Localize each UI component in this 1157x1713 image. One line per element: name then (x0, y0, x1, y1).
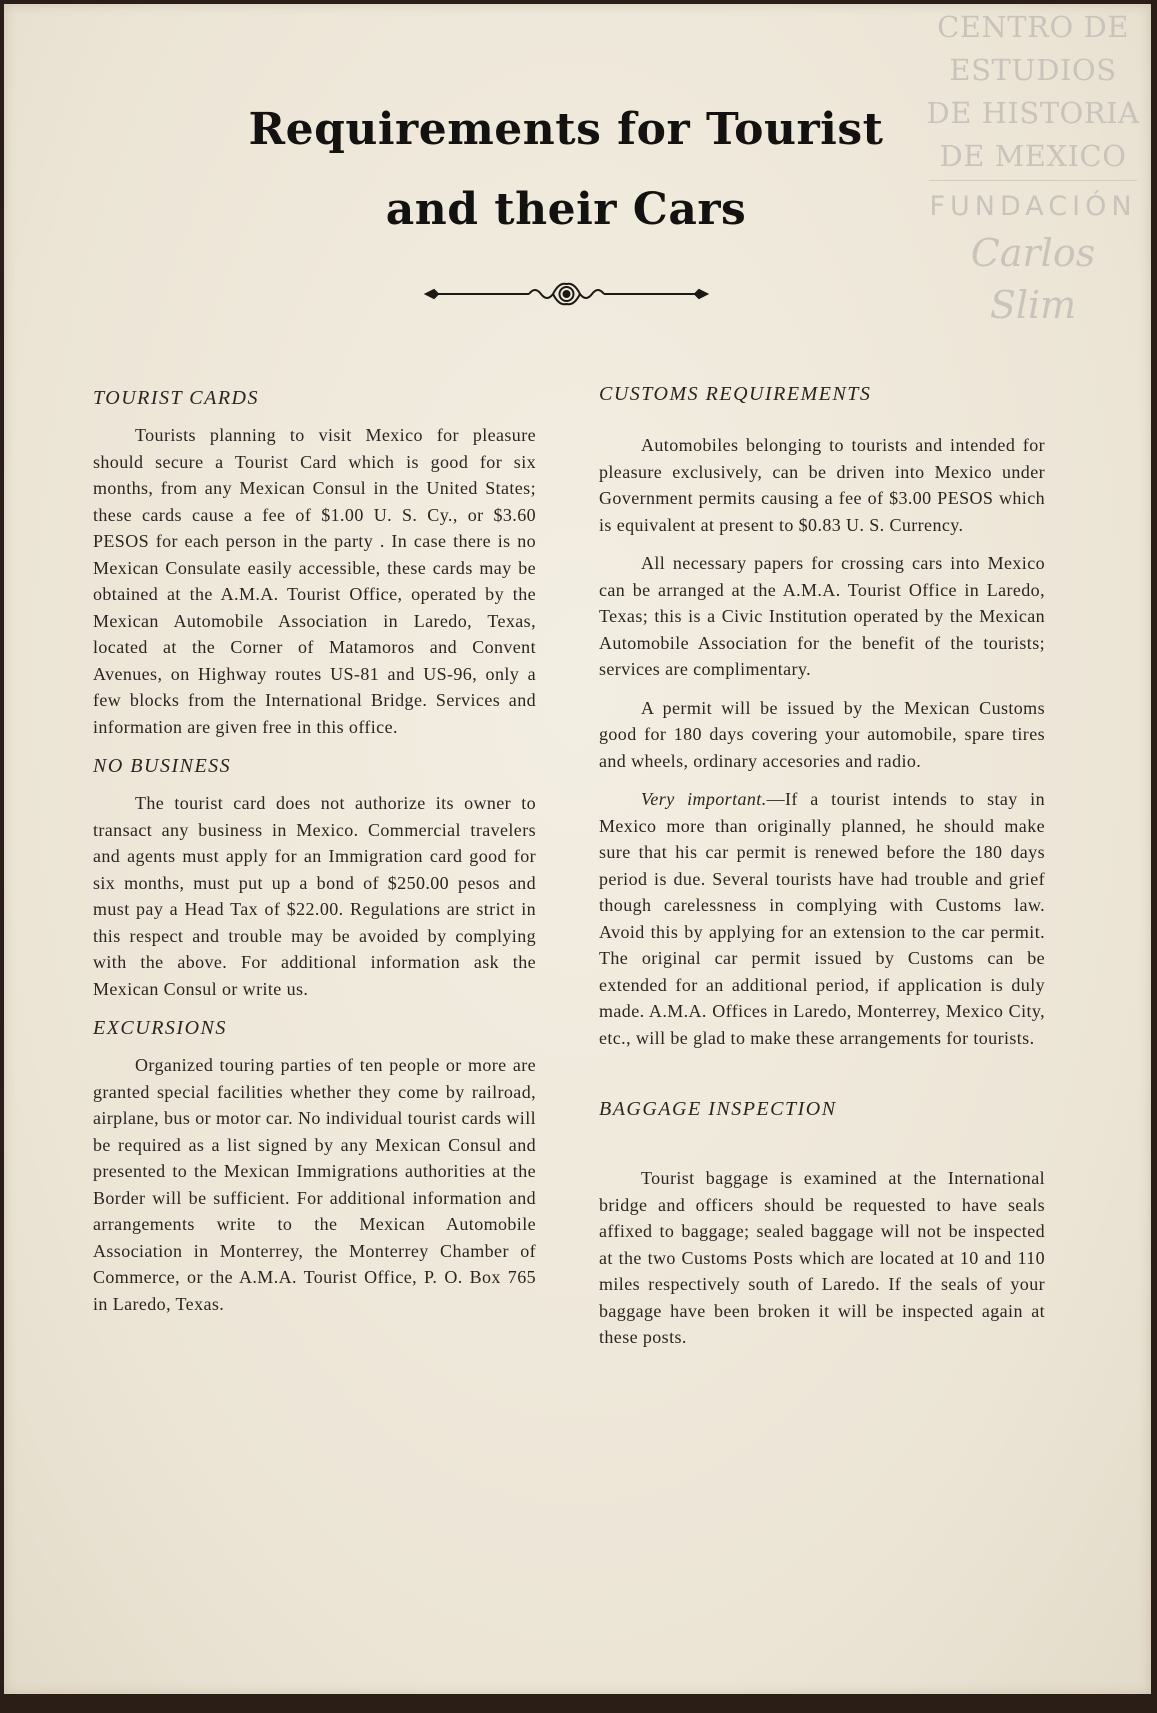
customs-paragraph-3: A permit will be issued by the Mexican Customs good for 180 days covering your automobile, spare tires and wheels, ordinary accesories and radio. (599, 697, 1045, 771)
watermark-foundation: FUNDACIÓN (929, 191, 1137, 222)
baggage-heading: BAGGAGE INSPECTION (599, 1098, 837, 1120)
watermark-line: CENTRO DE (937, 10, 1129, 44)
no-business-heading: NO BUSINESS (93, 755, 232, 777)
right-column (599, 380, 1045, 1363)
document-page (4, 4, 1151, 1694)
page-title (4, 90, 1128, 250)
very-important-text: —If a tourist intends to stay in Mexico more than originally planned, he should make sure that his car permit is renewed before the 180 days period is due. Several tourists have had trouble and grief though carelessness in complying with Customs law. Avoid this by applying for an extension to the car permit. The original car permit issued by Customs can be extended for an additional period, if application is duly made. A.M.A. Offices in Laredo, Monterrey, Mexico City, etc., will be glad to make these arrangements for tourists. (599, 789, 1045, 1048)
no-business-text: The tourist card does not authorize its owner to transact any business in Mexico. Commercial travelers and agents must apply for an Immigration card good for six months, must put up a bond of $250.00 pesos and must pay a Head Tax of $22.00. Regulations are strict in this respect and trouble may be avoided by complying with the above. For additional information ask the Mexican Consul or write us. (93, 793, 536, 999)
watermark-line: DE MEXICO (939, 139, 1127, 173)
watermark-line: ESTUDIOS (949, 53, 1117, 87)
very-important-lead: Very important. (641, 789, 767, 809)
ornament-divider-icon (424, 279, 709, 309)
watermark-signature: Carlos Slim (970, 231, 1096, 327)
tourist-cards-text: Tourists planning to visit Mexico for pleasure should secure a Tourist Card which is good for six months, from any Mexican Consul in the United States; these cards cause a fee of $1.00 U. S. Cy., or $3.60 PESOS for each person in the party . In case there is no Mexican Consulate easily accessible, these cards may be obtained at the A.M.A. Tourist Office, operated by the Mexican Automobile Association in Laredo, Texas, located at the Corner of Matamoros and Convent Avenues, on Highway routes US-81 and US-96, only a few blocks from the International Bridge. Services and information are given free in this office. (93, 425, 536, 737)
customs-heading: CUSTOMS REQUIREMENTS (599, 383, 872, 405)
title-line-1: Requirements for Tourist (248, 104, 884, 155)
title-line-2: and their Cars (385, 184, 747, 235)
tourist-cards-heading: TOURIST CARDS (93, 387, 260, 409)
customs-paragraph-1: Automobiles belonging to tourists and intended for pleasure exclusively, can be driven into Mexico under Government permits causing a fee of $3.00 PESOS which is equivalent at present to $0.83 U. S. Currency. (599, 435, 1045, 535)
left-column (93, 384, 536, 1329)
customs-paragraph-4 (599, 786, 1045, 1051)
watermark-line: DE HISTORIA (926, 96, 1140, 130)
excursions-text: Organized touring parties of ten people or more are granted special facilities whether they come by railroad, airplane, bus or motor car. No individual tourist cards will be required as a list signed by any Mexican Consul and presented to the Mexican Immigrations authorities at the Border will be sufficient. For additional information and arrangements write to the Mexican Automobile Association in Monterrey, the Monterrey Chamber of Commerce, or the A.M.A. Tourist Office, P. O. Box 765 in Laredo, Texas. (93, 1055, 536, 1314)
excursions-heading: EXCURSIONS (93, 1017, 227, 1039)
baggage-text: Tourist baggage is examined at the International bridge and officers should be requested to have seals affixed to baggage; sealed baggage will not be inspected at the two Customs Posts which are located at 10 and 110 miles respectively south of Laredo. If the seals of your baggage have been broken it will be inspected again at these posts. (599, 1168, 1045, 1347)
customs-paragraph-2: All necessary papers for crossing cars into Mexico can be arranged at the A.M.A. Tourist Office in Laredo, Texas; this is a Civic Institution operated by the Mexican Automobile Association for the benefit of the tourists; services are complimentary. (599, 553, 1045, 679)
